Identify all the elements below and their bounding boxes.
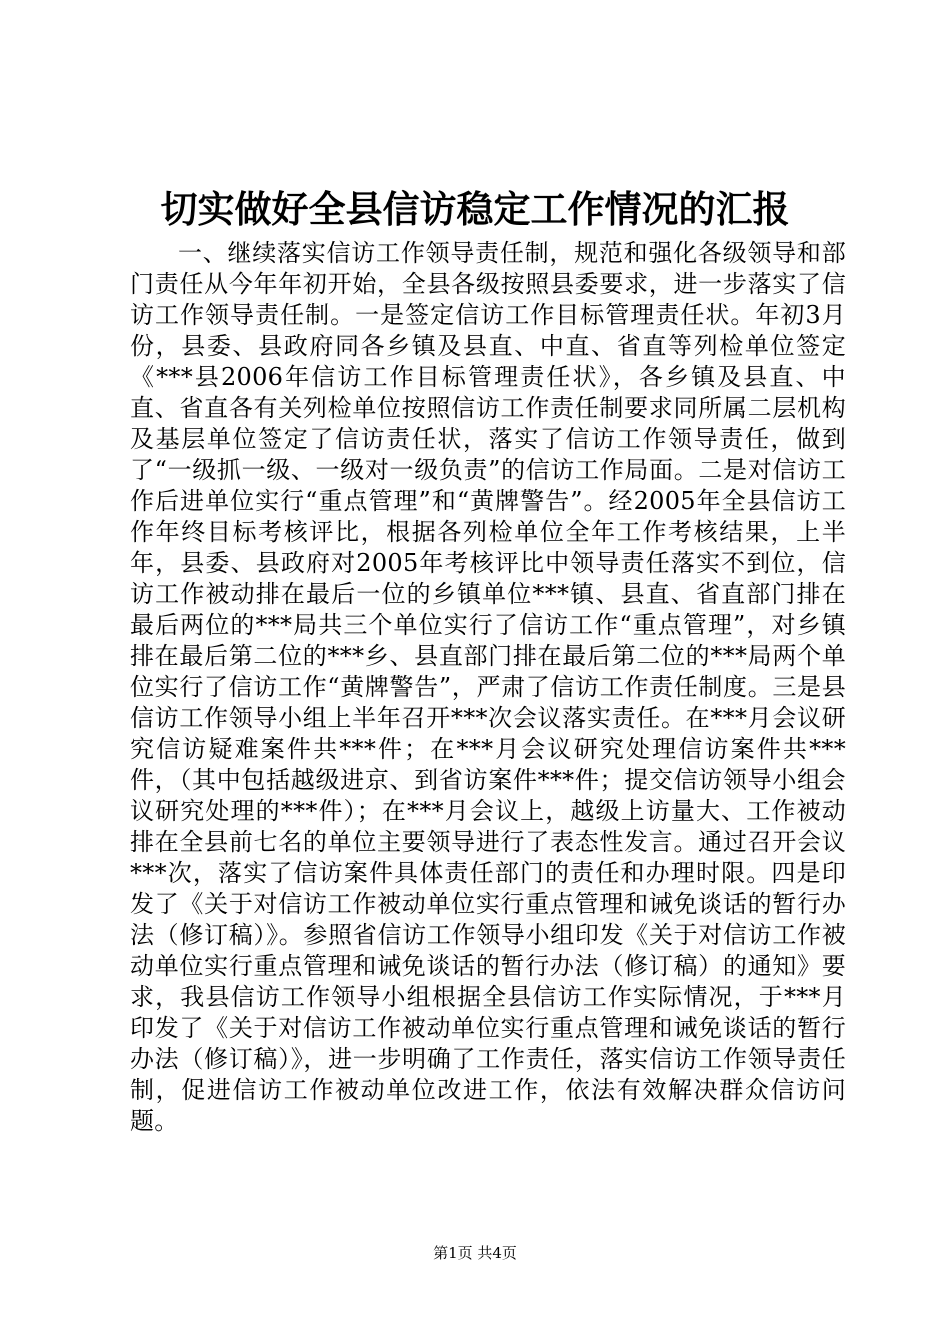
- page-number-footer: 第1页 共4页: [433, 1244, 517, 1262]
- document-body-paragraph: 一、继续落实信访工作领导责任制，规范和强化各级领导和部门责任从今年年初开始，全县各级按照县委要求，进一步落实了信访工作领导责任制。一是签定信访工作目标管理责任状。年初3月份，县委、县政府同各乡镇及县直、中直、省直等列检单位签定《***县2006年信访工作目标管理责任状》，各乡镇及县直、中直、省直各有关列检单位按照信访工作责任制要求同所属二层机构及基层单位签定了信访责任状，落实了信访工作领导责任，做到了“一级抓一级、一级对一级负责”的信访工作局面。二是对信访工作后进单位实行“重点管理”和“黄牌警告”。经2005年全县信访工作年终目标考核评比，根据各列检单位全年工作考核结果，上半年，县委、县政府对2005年考核评比中领导责任落实不到位，信访工作被动排在最后一位的乡镇单位***镇、县直、省直部门排在最后两位的***局共三个单位实行了信访工作“重点管理”，对乡镇排在最后第二位的***乡、县直部门排在最后第二位的***局两个单位实行了信访工作“黄牌警告”，严肃了信访工作责任制度。三是县信访工作领导小组上半年召开***次会议落实责任。在***月会议研究信访疑难案件共***件；在***月会议研究处理信访案件共***件，（其中包括越级进京、到省访案件***件；提交信访领导小组会议研究处理的***件）；在***月会议上，越级上访量大、工作被动排在全县前七名的单位主要领导进行了表态性发言。通过召开会议***次，落实了信访案件具体责任部门的责任和办理时限。四是印发了《关于对信访工作被动单位实行重点管理和诫免谈话的暂行办法（修订稿）》。参照省信访工作领导小组印发《关于对信访工作被动单位实行重点管理和诫免谈话的暂行办法（修订稿）的通知》要求，我县信访工作领导小组根据全县信访工作实际情况，于***月印发了《关于对信访工作被动单位实行重点管理和诫免谈话的暂行办法（修订稿）》，进一步明确了工作责任，落实信访工作领导责任制，促进信访工作被动单位改进工作，依法有效解决群众信访问题。: [130, 239, 846, 1135]
- document-title: 切实做好全县信访稳定工作情况的汇报: [160, 187, 790, 231]
